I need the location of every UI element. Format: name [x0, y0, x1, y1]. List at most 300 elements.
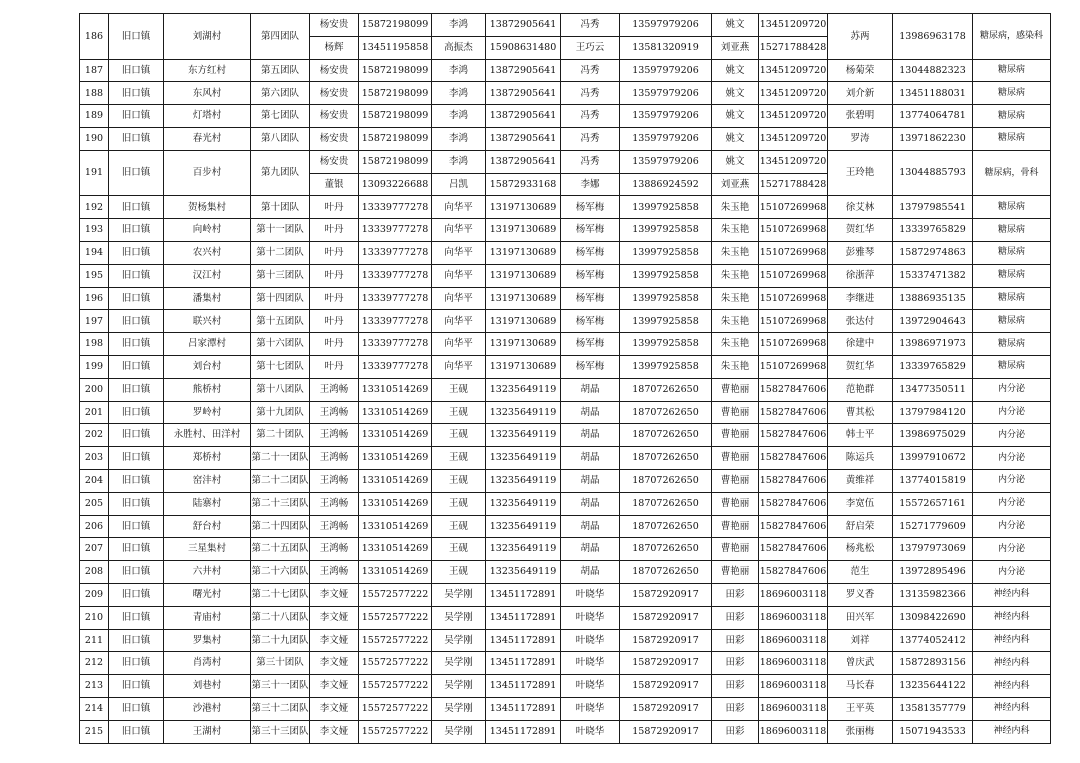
doctor-name-cell: 姚文: [712, 150, 759, 173]
doctor-name-cell: 胡晶: [561, 378, 620, 401]
town-cell: 旧口镇: [109, 652, 164, 675]
table-row: [80, 196, 1051, 219]
doctor-phone-cell: 15872198099: [359, 150, 432, 173]
doctor-phone-cell: 15872920917: [620, 652, 712, 675]
team-cell: 第十团队: [251, 196, 310, 219]
doctor-phone-cell: 15872920917: [620, 606, 712, 629]
town-cell: 旧口镇: [109, 196, 164, 219]
doctor-phone-cell: 15872920917: [620, 675, 712, 698]
table-row: [80, 447, 1051, 470]
patient-name-cell: 彭雅琴: [828, 241, 893, 264]
doctor-phone-cell: 15572577222: [359, 720, 432, 743]
village-cell: 联兴村: [164, 310, 251, 333]
doctor-phone-cell: 13235649119: [486, 515, 561, 538]
row-number-cell: 204: [80, 469, 109, 492]
town-cell: 旧口镇: [109, 561, 164, 584]
doctor-name-cell: 李鸿: [432, 82, 486, 105]
table-row: [80, 561, 1051, 584]
doctor-phone-cell: 13451195858: [359, 36, 432, 59]
doctor-phone-cell: 15107269968: [759, 287, 828, 310]
doctor-phone-cell: 15572577222: [359, 606, 432, 629]
patient-phone-cell: 13997910672: [893, 447, 973, 470]
doctor-name-cell: 杨安贵: [310, 59, 359, 82]
doctor-phone-cell: 13310514269: [359, 469, 432, 492]
doctor-phone-cell: 13310514269: [359, 538, 432, 561]
doctor-name-cell: 杨辉: [310, 36, 359, 59]
table-row: [80, 606, 1051, 629]
team-cell: 第三十三团队: [251, 720, 310, 743]
team-cell: 第七团队: [251, 105, 310, 128]
doctor-name-cell: 叶丹: [310, 264, 359, 287]
row-number-cell: 215: [80, 720, 109, 743]
doctor-name-cell: 王鸿畅: [310, 515, 359, 538]
disease-cell: 糖尿病: [973, 196, 1051, 219]
disease-cell: 糖尿病: [973, 333, 1051, 356]
doctor-phone-cell: 13451209720: [759, 82, 828, 105]
table-row: [80, 378, 1051, 401]
doctor-phone-cell: 13451172891: [486, 606, 561, 629]
patient-name-cell: 贺红华: [828, 219, 893, 242]
patient-phone-cell: 13044882323: [893, 59, 973, 82]
team-cell: 第二十八团队: [251, 606, 310, 629]
doctor-name-cell: 朱玉艳: [712, 241, 759, 264]
doctor-name-cell: 叶丹: [310, 219, 359, 242]
doctor-phone-cell: 13872905641: [486, 105, 561, 128]
doctor-phone-cell: 15908631480: [486, 36, 561, 59]
patient-name-cell: 李宽伍: [828, 492, 893, 515]
patient-phone-cell: 13797984120: [893, 401, 973, 424]
row-number-cell: 189: [80, 105, 109, 128]
row-number-cell: 206: [80, 515, 109, 538]
doctor-phone-cell: 13451172891: [486, 652, 561, 675]
row-number-cell: 186: [80, 14, 109, 60]
table-row: [80, 219, 1051, 242]
patient-name-cell: 徐艾林: [828, 196, 893, 219]
doctor-name-cell: 王鸿畅: [310, 401, 359, 424]
doctor-phone-cell: 15827847606: [759, 424, 828, 447]
village-cell: 农兴村: [164, 241, 251, 264]
doctor-name-cell: 曹艳丽: [712, 538, 759, 561]
doctor-name-cell: 董银: [310, 173, 359, 196]
team-cell: 第三十二团队: [251, 697, 310, 720]
doctor-name-cell: 吴学刚: [432, 720, 486, 743]
village-cell: 青庙村: [164, 606, 251, 629]
doctor-phone-cell: 13451172891: [486, 697, 561, 720]
table-row: [80, 675, 1051, 698]
patient-name-cell: 刘祥: [828, 629, 893, 652]
disease-cell: 糖尿病: [973, 264, 1051, 287]
doctor-name-cell: 李文娅: [310, 675, 359, 698]
town-cell: 旧口镇: [109, 378, 164, 401]
doctor-name-cell: 杨军梅: [561, 196, 620, 219]
disease-cell: 内分泌: [973, 469, 1051, 492]
doctor-name-cell: 田彩: [712, 583, 759, 606]
patient-name-cell: 刘介新: [828, 82, 893, 105]
town-cell: 旧口镇: [109, 14, 164, 60]
doctor-name-cell: 王鸿畅: [310, 378, 359, 401]
doctor-phone-cell: 13197130689: [486, 241, 561, 264]
town-cell: 旧口镇: [109, 333, 164, 356]
doctor-phone-cell: 13451172891: [486, 583, 561, 606]
town-cell: 旧口镇: [109, 105, 164, 128]
doctor-name-cell: 李鸿: [432, 14, 486, 37]
doctor-phone-cell: 15572577222: [359, 629, 432, 652]
doctor-name-cell: 王砚: [432, 424, 486, 447]
doctor-phone-cell: 13339777278: [359, 219, 432, 242]
patient-phone-cell: 13451188031: [893, 82, 973, 105]
patient-phone-cell: 15337471382: [893, 264, 973, 287]
village-cell: 向岭村: [164, 219, 251, 242]
village-cell: 曙光村: [164, 583, 251, 606]
village-cell: 六井村: [164, 561, 251, 584]
doctor-phone-cell: 15107269968: [759, 219, 828, 242]
doctor-name-cell: 李文娅: [310, 583, 359, 606]
doctor-name-cell: 杨军梅: [561, 355, 620, 378]
doctor-phone-cell: 13581320919: [620, 36, 712, 59]
doctor-phone-cell: 13451209720: [759, 14, 828, 37]
doctor-phone-cell: 18707262650: [620, 424, 712, 447]
disease-cell: 糖尿病，骨科: [973, 150, 1051, 196]
row-number-cell: 203: [80, 447, 109, 470]
team-cell: 第九团队: [251, 150, 310, 196]
doctor-phone-cell: 15572577222: [359, 697, 432, 720]
town-cell: 旧口镇: [109, 469, 164, 492]
doctor-phone-cell: 13197130689: [486, 310, 561, 333]
disease-cell: 神经内科: [973, 697, 1051, 720]
doctor-name-cell: 冯秀: [561, 105, 620, 128]
doctor-name-cell: 吴学刚: [432, 606, 486, 629]
team-cell: 第二十二团队: [251, 469, 310, 492]
doctor-phone-cell: 13197130689: [486, 333, 561, 356]
doctor-phone-cell: 15107269968: [759, 355, 828, 378]
doctor-name-cell: 杨安贵: [310, 105, 359, 128]
table-row: [80, 652, 1051, 675]
doctor-name-cell: 朱玉艳: [712, 264, 759, 287]
doctor-phone-cell: 13451209720: [759, 150, 828, 173]
patient-name-cell: 曹其松: [828, 401, 893, 424]
doctor-name-cell: 李鸿: [432, 127, 486, 150]
patient-name-cell: 黄维祥: [828, 469, 893, 492]
doctor-phone-cell: 18707262650: [620, 378, 712, 401]
village-cell: 永胜村、田洋村: [164, 424, 251, 447]
town-cell: 旧口镇: [109, 515, 164, 538]
doctor-name-cell: 冯秀: [561, 150, 620, 173]
village-cell: 刘巷村: [164, 675, 251, 698]
roster-body: [80, 14, 1051, 744]
doctor-name-cell: 王鸿畅: [310, 538, 359, 561]
doctor-phone-cell: 13339777278: [359, 196, 432, 219]
town-cell: 旧口镇: [109, 447, 164, 470]
patient-phone-cell: 13986971973: [893, 333, 973, 356]
doctor-phone-cell: 13197130689: [486, 196, 561, 219]
team-cell: 第二十七团队: [251, 583, 310, 606]
doctor-name-cell: 叶晓华: [561, 629, 620, 652]
doctor-phone-cell: 13597979206: [620, 59, 712, 82]
village-cell: 肖湾村: [164, 652, 251, 675]
doctor-phone-cell: 13339777278: [359, 310, 432, 333]
row-number-cell: 199: [80, 355, 109, 378]
village-cell: 舒台村: [164, 515, 251, 538]
doctor-name-cell: 田彩: [712, 720, 759, 743]
disease-cell: 内分泌: [973, 401, 1051, 424]
team-cell: 第五团队: [251, 59, 310, 82]
doctor-name-cell: 向华平: [432, 287, 486, 310]
patient-name-cell: 罗涛: [828, 127, 893, 150]
doctor-phone-cell: 15872198099: [359, 14, 432, 37]
patient-name-cell: 舒启荣: [828, 515, 893, 538]
row-number-cell: 214: [80, 697, 109, 720]
table-row: [80, 310, 1051, 333]
doctor-phone-cell: 13451172891: [486, 629, 561, 652]
doctor-name-cell: 王巧云: [561, 36, 620, 59]
disease-cell: 糖尿病: [973, 287, 1051, 310]
doctor-name-cell: 叶晓华: [561, 675, 620, 698]
doctor-phone-cell: 13339777278: [359, 355, 432, 378]
village-cell: 潘集村: [164, 287, 251, 310]
village-cell: 春光村: [164, 127, 251, 150]
doctor-name-cell: 王鸿畅: [310, 561, 359, 584]
doctor-phone-cell: 15827847606: [759, 561, 828, 584]
doctor-name-cell: 胡晶: [561, 492, 620, 515]
doctor-phone-cell: 15872920917: [620, 583, 712, 606]
doctor-phone-cell: 18707262650: [620, 492, 712, 515]
town-cell: 旧口镇: [109, 82, 164, 105]
team-cell: 第三十团队: [251, 652, 310, 675]
doctor-phone-cell: 18696003118: [759, 629, 828, 652]
village-cell: 东风村: [164, 82, 251, 105]
patient-name-cell: 王玲艳: [828, 150, 893, 196]
row-number-cell: 209: [80, 583, 109, 606]
town-cell: 旧口镇: [109, 287, 164, 310]
doctor-name-cell: 刘亚燕: [712, 173, 759, 196]
doctor-phone-cell: 13339777278: [359, 287, 432, 310]
disease-cell: 糖尿病: [973, 127, 1051, 150]
doctor-name-cell: 王砚: [432, 378, 486, 401]
doctor-phone-cell: 13235649119: [486, 378, 561, 401]
doctor-name-cell: 杨军梅: [561, 310, 620, 333]
team-cell: 第十三团队: [251, 264, 310, 287]
doctor-name-cell: 向华平: [432, 219, 486, 242]
doctor-name-cell: 曹艳丽: [712, 515, 759, 538]
town-cell: 旧口镇: [109, 720, 164, 743]
doctor-phone-cell: 15572577222: [359, 583, 432, 606]
doctor-name-cell: 叶晓华: [561, 583, 620, 606]
doctor-name-cell: 王砚: [432, 492, 486, 515]
row-number-cell: 210: [80, 606, 109, 629]
doctor-name-cell: 李文娅: [310, 697, 359, 720]
doctor-phone-cell: 18696003118: [759, 652, 828, 675]
doctor-name-cell: 王砚: [432, 401, 486, 424]
doctor-phone-cell: 13451172891: [486, 675, 561, 698]
doctor-phone-cell: 15827847606: [759, 378, 828, 401]
disease-cell: 糖尿病: [973, 310, 1051, 333]
town-cell: 旧口镇: [109, 583, 164, 606]
table-row: [80, 264, 1051, 287]
doctor-phone-cell: 13997925858: [620, 196, 712, 219]
doctor-name-cell: 冯秀: [561, 127, 620, 150]
doctor-name-cell: 吴学刚: [432, 652, 486, 675]
patient-phone-cell: 13477350511: [893, 378, 973, 401]
doctor-phone-cell: 13310514269: [359, 447, 432, 470]
doctor-phone-cell: 15872198099: [359, 127, 432, 150]
row-number-cell: 205: [80, 492, 109, 515]
doctor-name-cell: 田彩: [712, 697, 759, 720]
doctor-name-cell: 叶晓华: [561, 652, 620, 675]
village-cell: 沙港村: [164, 697, 251, 720]
doctor-phone-cell: 15107269968: [759, 310, 828, 333]
doctor-name-cell: 王砚: [432, 515, 486, 538]
town-cell: 旧口镇: [109, 424, 164, 447]
town-cell: 旧口镇: [109, 150, 164, 196]
doctor-phone-cell: 18696003118: [759, 675, 828, 698]
town-cell: 旧口镇: [109, 492, 164, 515]
doctor-name-cell: 胡晶: [561, 424, 620, 447]
doctor-name-cell: 冯秀: [561, 82, 620, 105]
doctor-phone-cell: 13597979206: [620, 82, 712, 105]
village-cell: 三星集村: [164, 538, 251, 561]
doctor-phone-cell: 13997925858: [620, 310, 712, 333]
doctor-name-cell: 李鸿: [432, 59, 486, 82]
doctor-name-cell: 王鸿畅: [310, 469, 359, 492]
patient-phone-cell: 15271779609: [893, 515, 973, 538]
doctor-name-cell: 向华平: [432, 333, 486, 356]
doctor-name-cell: 叶晓华: [561, 697, 620, 720]
town-cell: 旧口镇: [109, 219, 164, 242]
doctor-name-cell: 王砚: [432, 561, 486, 584]
doctor-phone-cell: 15827847606: [759, 492, 828, 515]
doctor-phone-cell: 15827847606: [759, 401, 828, 424]
patient-phone-cell: 13044885793: [893, 150, 973, 196]
doctor-phone-cell: 13997925858: [620, 287, 712, 310]
team-cell: 第二十九团队: [251, 629, 310, 652]
doctor-phone-cell: 15572577222: [359, 652, 432, 675]
disease-cell: 糖尿病: [973, 219, 1051, 242]
row-number-cell: 188: [80, 82, 109, 105]
table-row: [80, 287, 1051, 310]
row-number-cell: 200: [80, 378, 109, 401]
table-row: [80, 629, 1051, 652]
disease-cell: 糖尿病: [973, 241, 1051, 264]
doctor-phone-cell: 13339777278: [359, 241, 432, 264]
doctor-name-cell: 杨军梅: [561, 219, 620, 242]
town-cell: 旧口镇: [109, 310, 164, 333]
patient-phone-cell: 13886935135: [893, 287, 973, 310]
doctor-phone-cell: 15572577222: [359, 675, 432, 698]
town-cell: 旧口镇: [109, 697, 164, 720]
patient-phone-cell: 13774064781: [893, 105, 973, 128]
village-cell: 吕家潭村: [164, 333, 251, 356]
doctor-name-cell: 曹艳丽: [712, 378, 759, 401]
patient-phone-cell: 13797973069: [893, 538, 973, 561]
doctor-name-cell: 叶丹: [310, 196, 359, 219]
table-row: [80, 59, 1051, 82]
doctor-phone-cell: 15827847606: [759, 538, 828, 561]
doctor-name-cell: 杨军梅: [561, 287, 620, 310]
doctor-phone-cell: 13197130689: [486, 219, 561, 242]
village-cell: 刘台村: [164, 355, 251, 378]
patient-phone-cell: 13098422690: [893, 606, 973, 629]
doctor-name-cell: 向华平: [432, 196, 486, 219]
doctor-name-cell: 吴学刚: [432, 675, 486, 698]
doctor-phone-cell: 13093226688: [359, 173, 432, 196]
doctor-name-cell: 李鸿: [432, 105, 486, 128]
doctor-phone-cell: 13872905641: [486, 14, 561, 37]
doctor-name-cell: 杨安贵: [310, 127, 359, 150]
doctor-name-cell: 叶晓华: [561, 720, 620, 743]
doctor-name-cell: 杨安贵: [310, 150, 359, 173]
table-row: [80, 583, 1051, 606]
row-number-cell: 190: [80, 127, 109, 150]
doctor-phone-cell: 15827847606: [759, 515, 828, 538]
doctor-phone-cell: 13872905641: [486, 150, 561, 173]
disease-cell: 内分泌: [973, 538, 1051, 561]
doctor-phone-cell: 13597979206: [620, 14, 712, 37]
doctor-phone-cell: 13451172891: [486, 720, 561, 743]
table-row: [80, 241, 1051, 264]
doctor-name-cell: 曹艳丽: [712, 424, 759, 447]
disease-cell: 内分泌: [973, 378, 1051, 401]
doctor-phone-cell: 13310514269: [359, 492, 432, 515]
patient-name-cell: 杨菊荣: [828, 59, 893, 82]
doctor-phone-cell: 18707262650: [620, 469, 712, 492]
doctor-name-cell: 叶丹: [310, 310, 359, 333]
disease-cell: 神经内科: [973, 720, 1051, 743]
patient-phone-cell: 15071943533: [893, 720, 973, 743]
doctor-phone-cell: 13886924592: [620, 173, 712, 196]
row-number-cell: 195: [80, 264, 109, 287]
doctor-name-cell: 王鸿畅: [310, 447, 359, 470]
doctor-name-cell: 杨军梅: [561, 241, 620, 264]
doctor-name-cell: 田彩: [712, 652, 759, 675]
doctor-name-cell: 田彩: [712, 675, 759, 698]
doctor-name-cell: 李娜: [561, 173, 620, 196]
team-cell: 第十二团队: [251, 241, 310, 264]
doctor-phone-cell: 18707262650: [620, 447, 712, 470]
team-cell: 第十九团队: [251, 401, 310, 424]
doctor-phone-cell: 13310514269: [359, 401, 432, 424]
team-cell: 第二十六团队: [251, 561, 310, 584]
town-cell: 旧口镇: [109, 241, 164, 264]
table-row: [80, 538, 1051, 561]
patient-phone-cell: 15872893156: [893, 652, 973, 675]
row-number-cell: 207: [80, 538, 109, 561]
doctor-phone-cell: 15872920917: [620, 720, 712, 743]
patient-name-cell: 徐建中: [828, 333, 893, 356]
table-row: [80, 697, 1051, 720]
row-number-cell: 198: [80, 333, 109, 356]
doctor-name-cell: 杨安贵: [310, 82, 359, 105]
patient-phone-cell: 15872974863: [893, 241, 973, 264]
doctor-phone-cell: 15107269968: [759, 241, 828, 264]
doctor-phone-cell: 15271788428: [759, 36, 828, 59]
table-row: [80, 515, 1051, 538]
doctor-name-cell: 姚文: [712, 105, 759, 128]
town-cell: 旧口镇: [109, 675, 164, 698]
doctor-phone-cell: 13235649119: [486, 447, 561, 470]
doctor-name-cell: 姚文: [712, 14, 759, 37]
disease-cell: 糖尿病: [973, 59, 1051, 82]
patient-name-cell: 马长春: [828, 675, 893, 698]
town-cell: 旧口镇: [109, 127, 164, 150]
doctor-phone-cell: 13597979206: [620, 150, 712, 173]
roster-table: [79, 13, 1051, 744]
doctor-phone-cell: 15827847606: [759, 469, 828, 492]
team-cell: 第十五团队: [251, 310, 310, 333]
patient-name-cell: 徐浙萍: [828, 264, 893, 287]
row-number-cell: 212: [80, 652, 109, 675]
village-cell: 刘湖村: [164, 14, 251, 60]
row-number-cell: 202: [80, 424, 109, 447]
